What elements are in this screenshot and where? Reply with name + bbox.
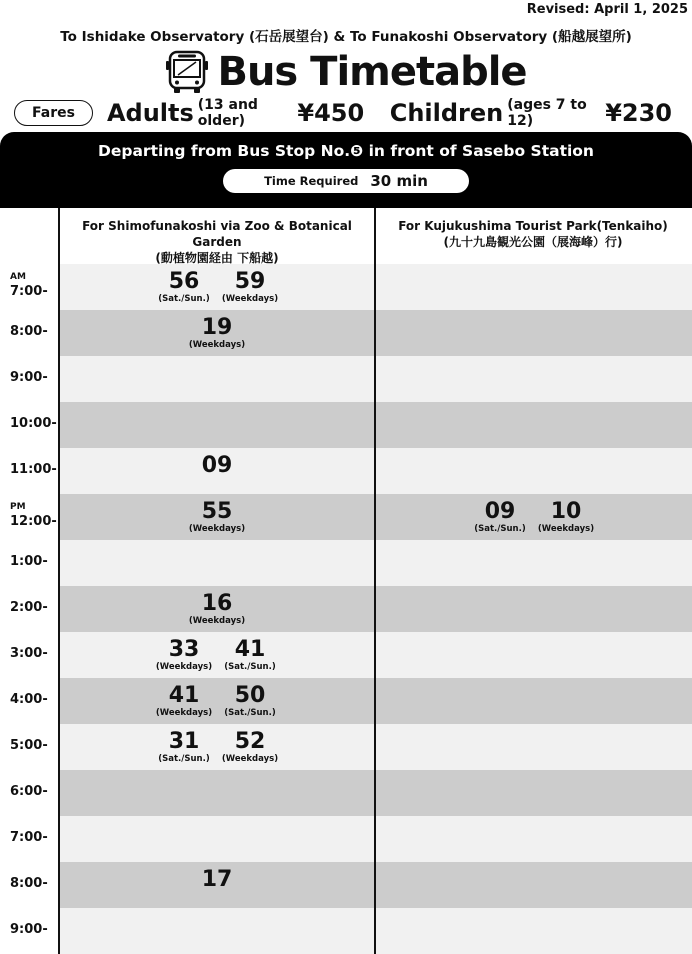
hour-cell [0,908,58,954]
departure-minute: 59 [234,269,266,294]
hour-label: 9:00- [10,370,48,385]
departure-entry [182,868,252,892]
timetable-row [0,264,692,310]
departure-minute: 10 [550,499,582,524]
hour-label: 10:00- [10,416,57,431]
departure-entry [149,638,219,672]
column-header-shimofunakoshi [60,218,374,266]
departure-entry [182,454,252,478]
column-divider [374,208,376,954]
hour-label: 3:00- [10,646,48,661]
column-header-kujukushima [376,218,690,250]
service-days-note: (Weekdays) [221,754,279,764]
timetable-row [0,448,692,494]
children-price: ¥230 [605,99,672,127]
timetable-row [0,310,692,356]
timetable-row [0,494,692,540]
departure-minute: 33 [168,637,200,662]
ampm-label: PM [10,502,26,512]
departure-minute: 41 [234,637,266,662]
service-days-note: (Weekdays) [188,340,246,350]
adults-price: ¥450 [297,99,365,127]
departure-minute: 17 [201,867,233,892]
hour-cell [0,586,58,632]
revised-date: Revised: April 1, 2025 [526,2,688,17]
hour-label: 11:00- [10,462,57,477]
departure-entry [182,500,252,534]
hour-cell [0,678,58,724]
departure-entry [182,316,252,350]
service-days-note: (Weekdays) [155,662,213,672]
children-note: (ages 7 to 12) [507,97,587,129]
service-days-note: (Sat./Sun.) [224,708,276,718]
hour-cell [0,540,58,586]
page-title: Bus Timetable [217,49,527,95]
time-required-label: Time Required [264,174,359,188]
departure-entry [215,730,285,764]
service-days-note: (Weekdays) [155,708,213,718]
hour-label: 1:00- [10,554,48,569]
column-header-line2: (動植物園経由 下船越) [155,251,279,265]
departure-minute: 31 [168,729,200,754]
departure-banner [0,132,692,208]
departure-minute: 41 [168,683,200,708]
hour-label: 6:00- [10,784,48,799]
departure-minute: 56 [168,269,200,294]
column-header-line2: (九十九島観光公園（展海峰）行) [443,235,623,249]
service-days-note: (Sat./Sun.) [474,524,526,534]
hour-cell [0,264,58,310]
time-required-value: 30 min [370,172,428,190]
departure-minute: 19 [201,315,233,340]
hour-cell [0,448,58,494]
departure-minute: 52 [234,729,266,754]
timetable-row [0,816,692,862]
timetable-row [0,724,692,770]
departure-entry [215,270,285,304]
hour-cell [0,862,58,908]
departure-minute: 16 [201,591,233,616]
timetable-row [0,632,692,678]
departure-entry [149,270,219,304]
hour-label: 8:00- [10,324,48,339]
hour-cell [0,402,58,448]
title-row [0,48,692,96]
time-required-pill [223,169,469,193]
ampm-label: AM [10,272,26,282]
column-header-line1: For Shimofunakoshi via Zoo & Botanical Garden [82,219,352,249]
adults-label: Adults [106,99,194,127]
departure-entry [215,638,285,672]
destinations-heading: To Ishidake Observatory (石岳展望台) & To Funakoshi Observatory (船越展望所) [60,29,632,45]
hour-label: 5:00- [10,738,48,753]
departure-text: Departing from Bus Stop No.❺ in front of Sasebo Station [98,142,594,160]
departure-minute: 50 [234,683,266,708]
departure-entry [215,684,285,718]
bus-icon [165,48,209,96]
hour-label: 4:00- [10,692,48,707]
children-label: Children [389,99,504,127]
hour-label: 2:00- [10,600,48,615]
service-days-note: (Weekdays) [221,294,279,304]
hour-cell [0,816,58,862]
departure-entry [149,684,219,718]
hour-cell [0,356,58,402]
hour-label: 9:00- [10,922,48,937]
service-days-note: (Weekdays) [188,616,246,626]
hour-cell [0,770,58,816]
departure-entry [531,500,601,534]
departure-minute: 09 [201,453,233,478]
hour-cell [0,494,58,540]
fares-badge: Fares [14,100,93,126]
departure-entry [149,730,219,764]
service-days-note: (Weekdays) [188,524,246,534]
column-header-line1: For Kujukushima Tourist Park(Tenkaiho) [398,219,668,233]
hour-label: 7:00- [10,284,48,299]
timetable-row [0,356,692,402]
departure-minute: 55 [201,499,233,524]
service-days-note: (Weekdays) [537,524,595,534]
service-days-note: (Sat./Sun.) [158,754,210,764]
departure-entry [182,592,252,626]
timetable-row [0,770,692,816]
service-days-note: (Sat./Sun.) [224,662,276,672]
hour-label: 7:00- [10,830,48,845]
adults-note: (13 and older) [197,97,258,129]
hour-cell [0,310,58,356]
fares-row [14,97,672,129]
hour-cell [0,724,58,770]
column-divider [58,208,60,954]
timetable-row [0,862,692,908]
timetable-row [0,540,692,586]
hour-label: 8:00- [10,876,48,891]
departure-minute: 09 [484,499,516,524]
departure-entry [465,500,535,534]
timetable-row [0,908,692,954]
hour-label: 12:00- [10,514,57,529]
service-days-note: (Sat./Sun.) [158,294,210,304]
timetable-row [0,586,692,632]
timetable-row [0,402,692,448]
hour-cell [0,632,58,678]
timetable-row [0,678,692,724]
